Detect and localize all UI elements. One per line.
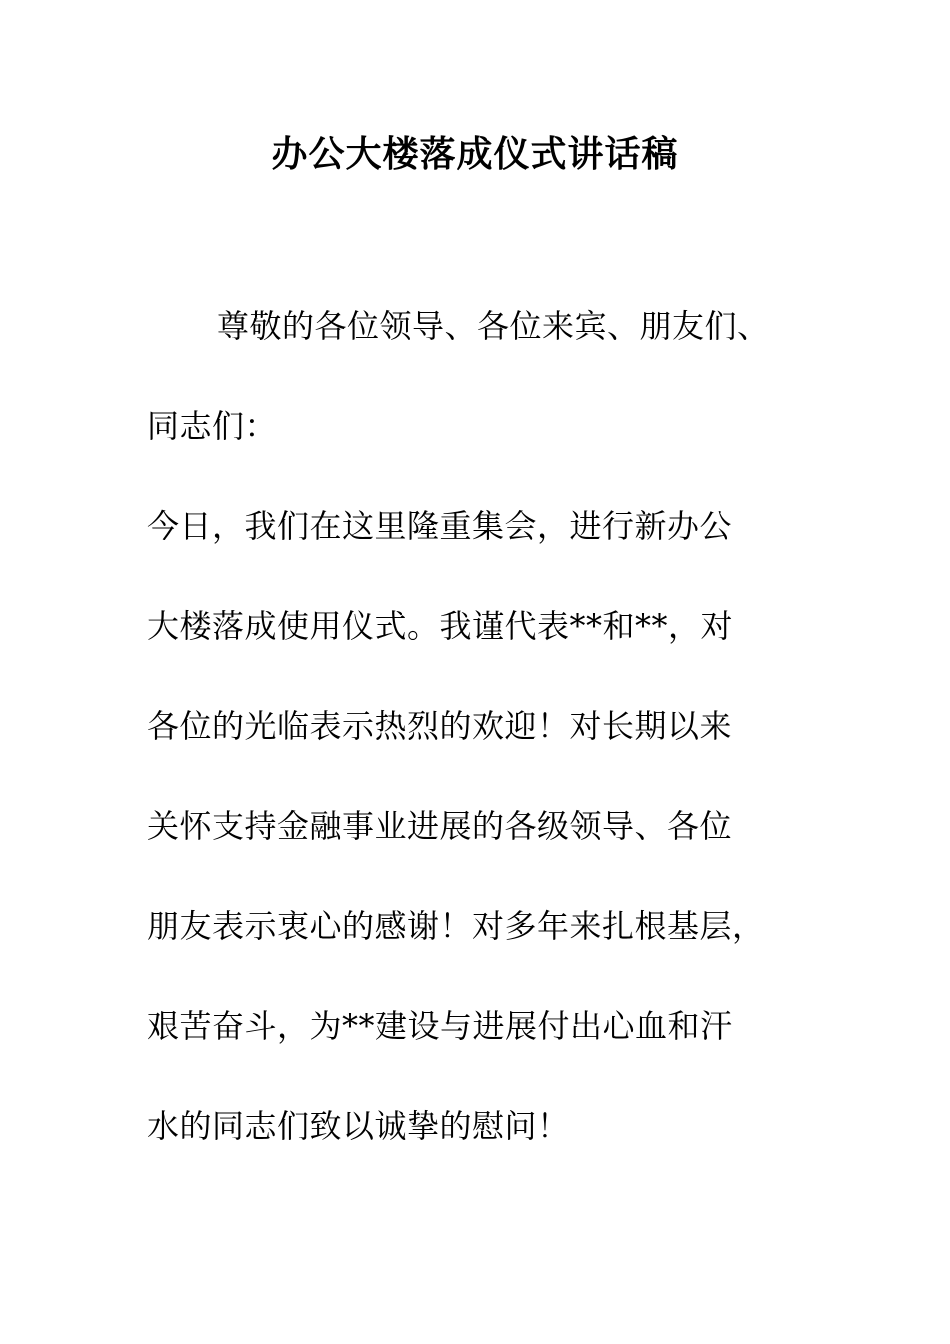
- text-line: 大楼落成使用仪式。我谨代表**和**，对: [147, 607, 734, 645]
- text-line: 艰苦奋斗，为**建设与进展付出心血和汗: [147, 1007, 733, 1045]
- document-title: 办公大楼落成仪式讲话稿: [271, 133, 679, 175]
- text-line: 今日，我们在这里隆重集会，进行新办公: [147, 507, 733, 545]
- text-line: 各位的光临表示热烈的欢迎！对长期以来: [147, 707, 733, 745]
- text-line: 关怀支持金融事业进展的各级领导、各位: [147, 807, 733, 845]
- text-line: 水的同志们致以诚挚的慰问！: [147, 1107, 570, 1145]
- text-line: 朋友表示衷心的感谢！对多年来扎根基层，: [147, 907, 765, 945]
- text-line: 同志们：: [147, 407, 278, 445]
- text-line: 尊敬的各位领导、各位来宾、朋友们、: [217, 307, 770, 345]
